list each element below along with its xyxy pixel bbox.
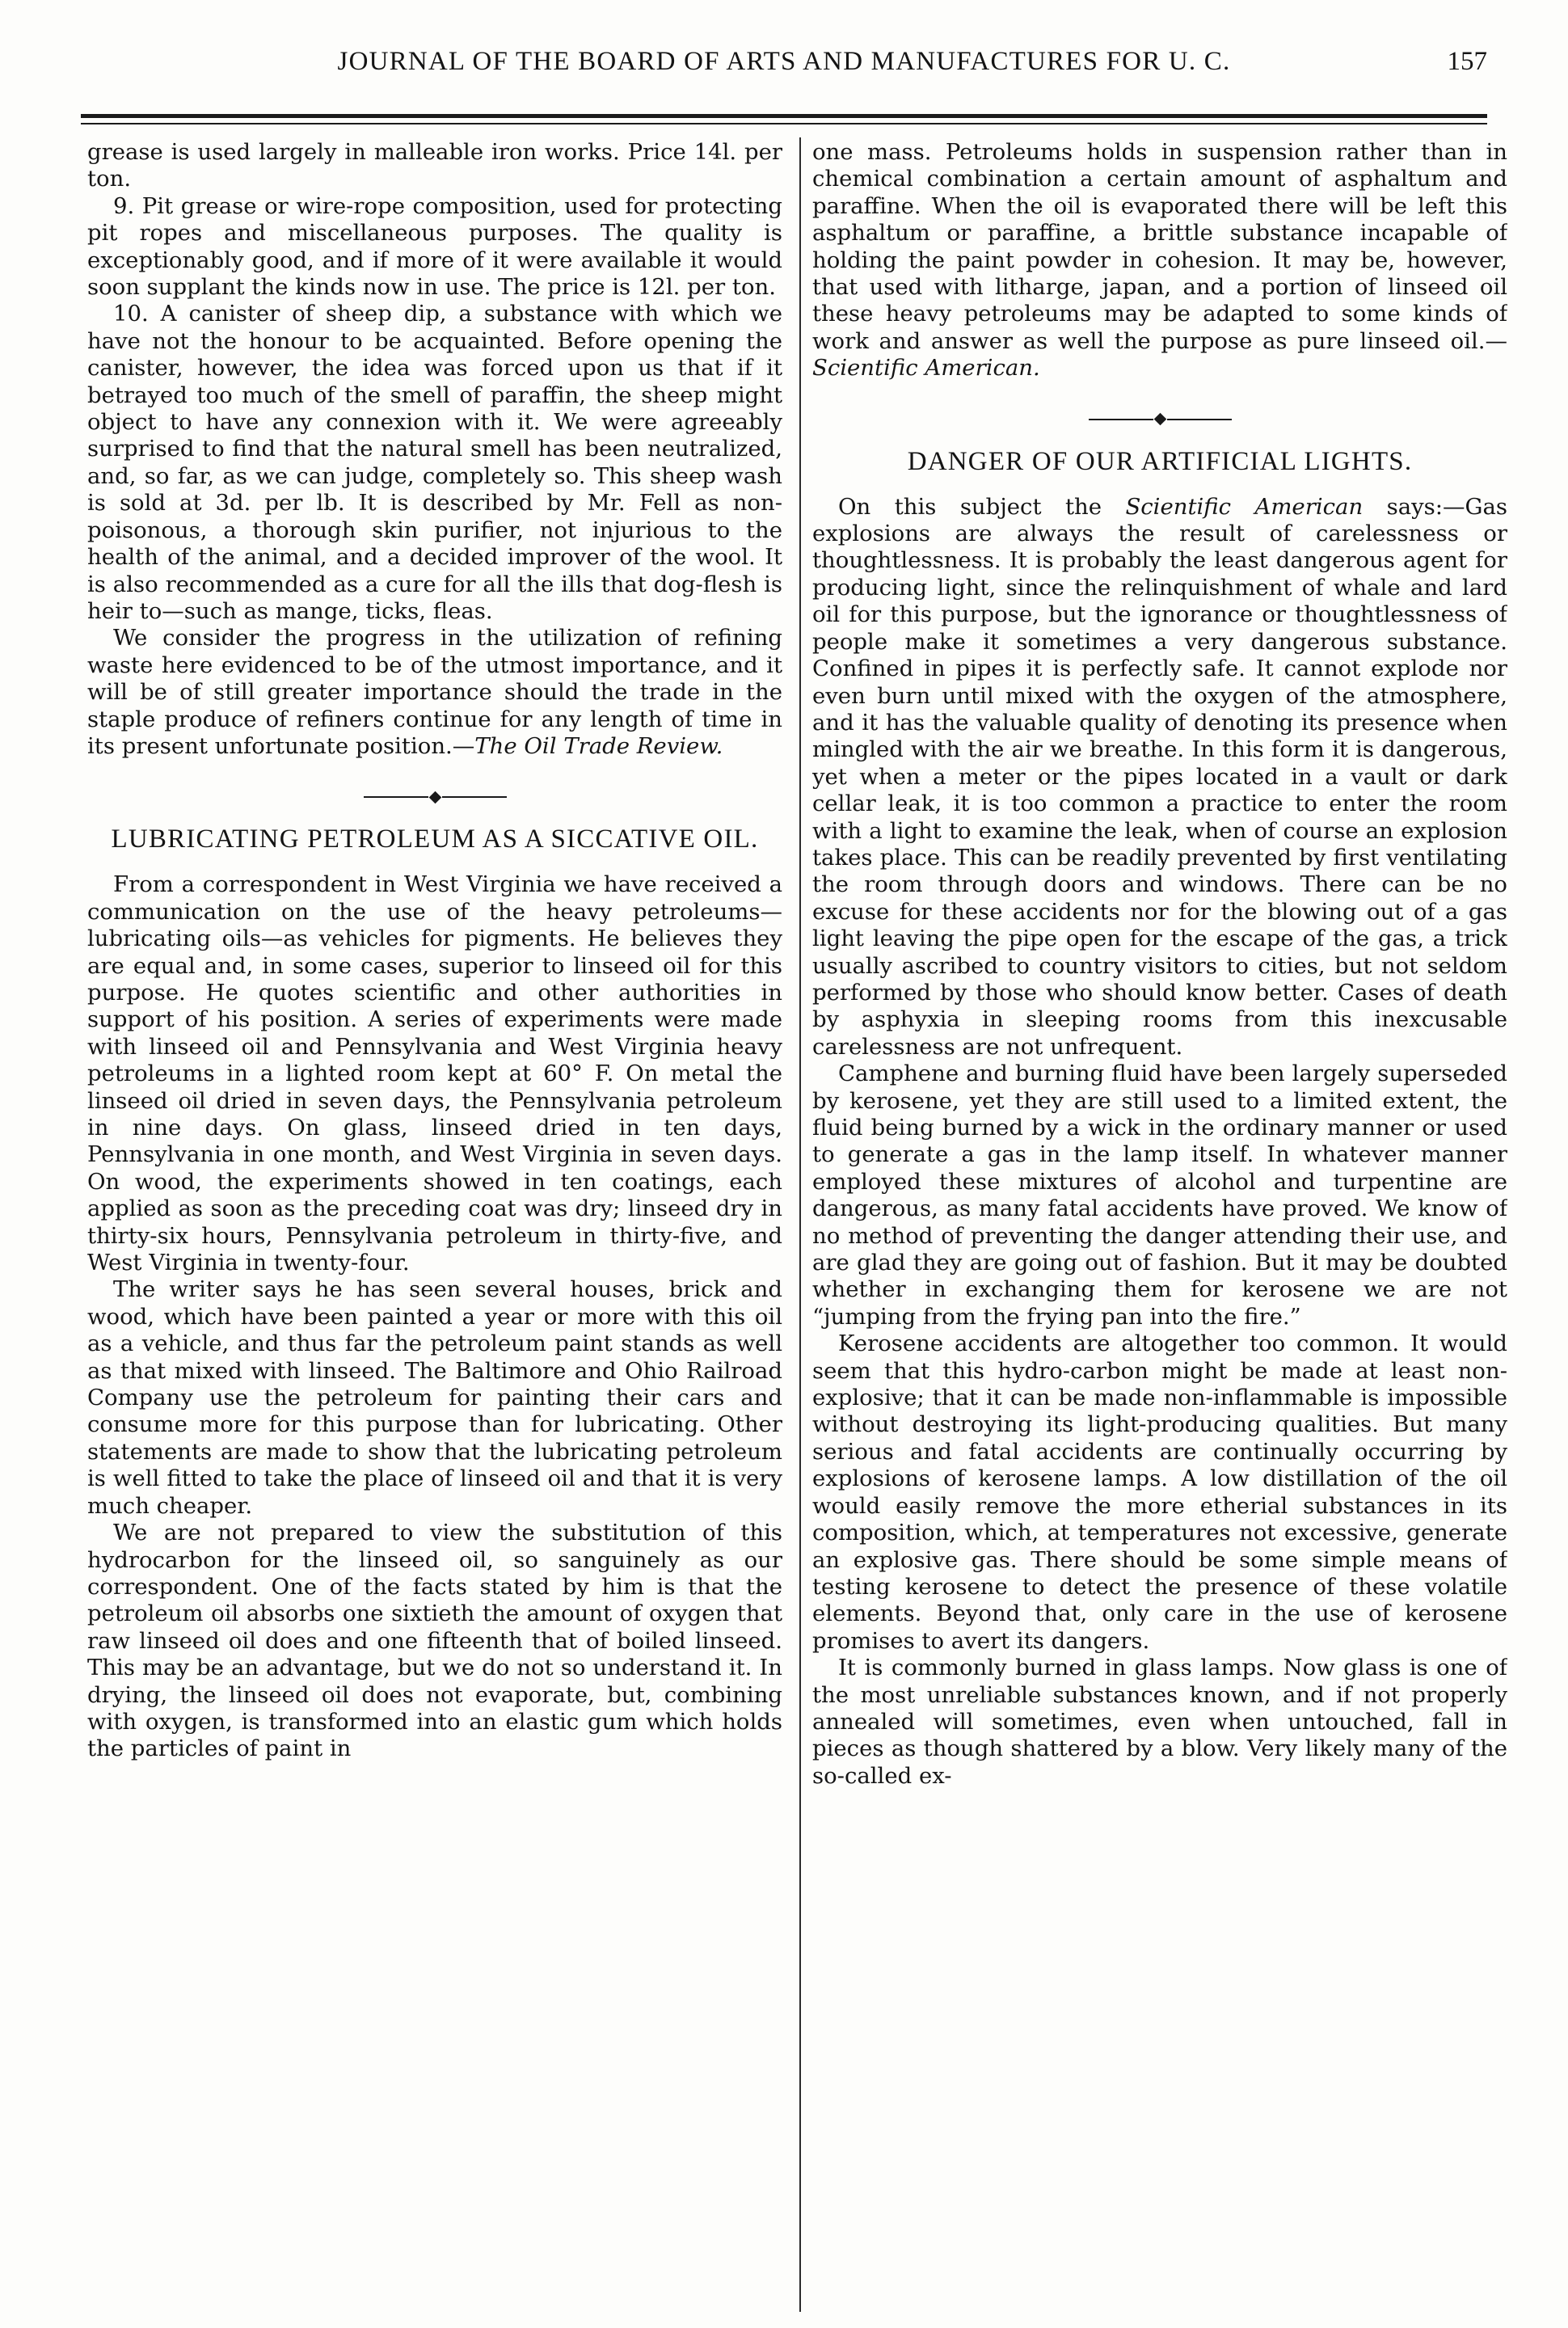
separator-bar — [1167, 419, 1232, 420]
paragraph — [812, 494, 1507, 1061]
paragraph: Camphene and burning fluid have been largely superseded by kerosene, yet they are still used to a limited extent, the fluid being burned by a wick in the ordinary manner or used to generate a gas in the lamp itself. In whatever manner employed these mixtures of alcohol and turpentine are dangerous, as many fatal accidents have proved. We know of no method of preventing the danger attending their use, and are glad they are going out of fashion. But it may be doubted whether in exchanging them for kerosene we are not “jumping from the frying pan into the fire.” — [812, 1061, 1507, 1330]
paragraph: Kerosene accidents are altogether too common. It would seem that this hydro-carbon might be made at least non-explosive; that it can be made non-inflammable is impossible without destroying its light-producing qualities. But many serious and fatal accidents are continually occurring by explosions of kerosene lamps. A low distillation of the oil would easily remove the more etherial substances in its composition, which, at temperatures not excessive, generate an explosive gas. There should be some simple means of testing kerosene to detect the presence of these volatile elements. Beyond that, only care in the use of kerosene promises to avert its dangers. — [812, 1331, 1507, 1654]
paragraph: We are not prepared to view the substitution of this hydrocarbon for the linseed oil, so sanguinely as our correspondent. One of the facts stated by him is that the petroleum oil absorbs one sixtieth the amount of oxygen that raw linseed oil does and one fifteenth that of boiled linseed. This may be an advantage, but we do not so understand it. In drying, the linseed oil does not evaporate, but, combining with oxygen, is transformed into an elastic gum which holds the particles of paint in — [87, 1520, 782, 1762]
section-separator — [87, 791, 782, 803]
section-title: DANGER OF OUR ARTIFICIAL LIGHTS. — [907, 446, 1413, 476]
paragraph: From a correspondent in West Virginia we have received a communication on the use of the heavy petroleums—lubricating oils—as vehicles for pigments. He believes they are equal and, in some cases, superior to linseed oil for this purpose. He quotes scientific and other authorities in support of his position. A series of experiments were made with linseed oil and Pennsylvania and West Virginia heavy petroleums in a lighted room kept at 60° F. On metal the linseed oil dried in seven days, the Pennsylvania petroleum in nine days. On glass, linseed dried in ten days, Pennsylvania in one month, and West Virginia in seven days. On wood, the experiments showed in ten coatings, each applied as soon as the preceding coat was dry; linseed dry in thirty-six hours, Pennsylvania petroleum in thirty-five, and West Virginia in twenty-four. — [87, 871, 782, 1276]
separator-bar — [442, 796, 507, 798]
running-head: JOURNAL OF THE BOARD OF ARTS AND MANUFACTURES FOR U. C. — [337, 47, 1231, 76]
paragraph: 9. Pit grease or wire-rope composition, used for protecting pit ropes and miscellaneous purposes. The quality is exceptionably good, and if more of it were available it would soon supplant the kinds now in use. The price is 12l. per ton. — [87, 192, 782, 301]
paragraph-text: On this subject the — [838, 493, 1126, 520]
page-header — [81, 47, 1487, 87]
paragraph-text: one mass. Petroleums holds in suspension rather than in chemical combination a certain amount of asphaltum and paraffine. When the oil is evaporated there will be left this asphaltum or paraffine, a brittle substance incapable of holding the paint powder in cohesion. It may be, however, that used with litharge, japan, and a portion of linseed oil these heavy petroleums may be adapted to some kinds of work and answer as well the purpose as pure linseed oil.— — [812, 139, 1507, 354]
left-column — [87, 139, 782, 2313]
header-rule-thin — [81, 123, 1487, 124]
page-number: 157 — [1447, 47, 1487, 76]
right-column — [812, 139, 1507, 2313]
diamond-ornament-icon — [1153, 413, 1166, 426]
paragraph-text: says:—Gas explosions are always the result of carelessness or thoughtlessness. It is probably the least dangerous agent for producing light, since the relinquishment of whale and lard oil for this purpose, but the ignorance or thoughtlessness of people make it sometimes a very dangerous substance. Confined in pipes it is perfectly safe. It cannot explode nor even burn until mixed with the oxygen of the atmosphere, and it has the valuable quality of denoting its presence when mingled with the air we breathe. In this form it is dangerous, yet when a meter or the pipes located in a vault or dark cellar leak, it is too common a practice to enter the room with a light to examine the leak, when of course an explosion takes place. This can be readily prevented by first ventilating the room through doors and windows. There can be no excuse for these accidents nor for the blowing out of a gas light leaving the pipe open for the escape of the gas, a trick usually ascribed to country visitors to cities, but not seldom performed by those who should know better. Cases of death by asphyxia in sleeping rooms from this inexcusable carelessness are not unfrequent. — [812, 493, 1507, 1060]
paragraph: It is commonly burned in glass lamps. Now glass is one of the most unreliable substances known, and if not properly annealed will sometimes, even when untouched, fall in pieces as though shattered by a blow. Very likely many of the so-called ex- — [812, 1655, 1507, 1789]
section-title: LUBRICATING PETROLEUM AS A SICCATIVE OIL. — [111, 824, 759, 854]
diamond-ornament-icon — [428, 791, 441, 804]
paragraph-text: We consider the progress in the utilization of refining waste here evidenced to be of the utmost importance, and it will be of still greater importance should the trade in the staple produce of refiners continue for any length of time in its present unfortunate position.— — [87, 625, 782, 759]
source-citation: Scientific American. — [812, 355, 1040, 382]
paragraph: 10. A canister of sheep dip, a substance with which we have not the honour to be acquainted. Before opening the canister, however, the idea was forced upon us that if it betrayed too much of the smell of paraffin, the sheep might object to have any connexion with it. We were agreeably surprised to find that the natural smell has been neutralized, and, so far, as we can judge, completely so. This sheep wash is sold at 3d. per lb. It is described by Mr. Fell as non-poisonous, a thorough skin purifier, not injurious to the health of the animal, and a decided improver of the wool. It is also recommended as a cure for all the ills that dog-flesh is heir to—such as mange, ticks, fleas. — [87, 301, 782, 624]
source-citation: Scientific American — [1125, 493, 1364, 520]
source-citation: The Oil Trade Review. — [474, 732, 723, 759]
paragraph: The writer says he has seen several houses, brick and wood, which have been painted a year or more with this oil as a vehicle, and thus far the petroleum paint stands as well as that mixed with linseed. The Baltimore and Ohio Railroad Company use the petroleum for painting their cars and consume more for this purpose than for lubricating. Other statements are made to show that the lubricating petroleum is well fitted to take the place of linseed oil and that it is very much cheaper. — [87, 1276, 782, 1519]
column-divider — [799, 137, 801, 2312]
separator-bar — [364, 796, 428, 798]
header-rule-thick — [81, 114, 1487, 118]
paragraph — [87, 625, 782, 760]
separator-bar — [1089, 419, 1153, 420]
section-separator — [812, 413, 1507, 426]
paragraph — [812, 139, 1507, 382]
paragraph: grease is used largely in malleable iron works. Price 14l. per ton. — [87, 139, 782, 192]
